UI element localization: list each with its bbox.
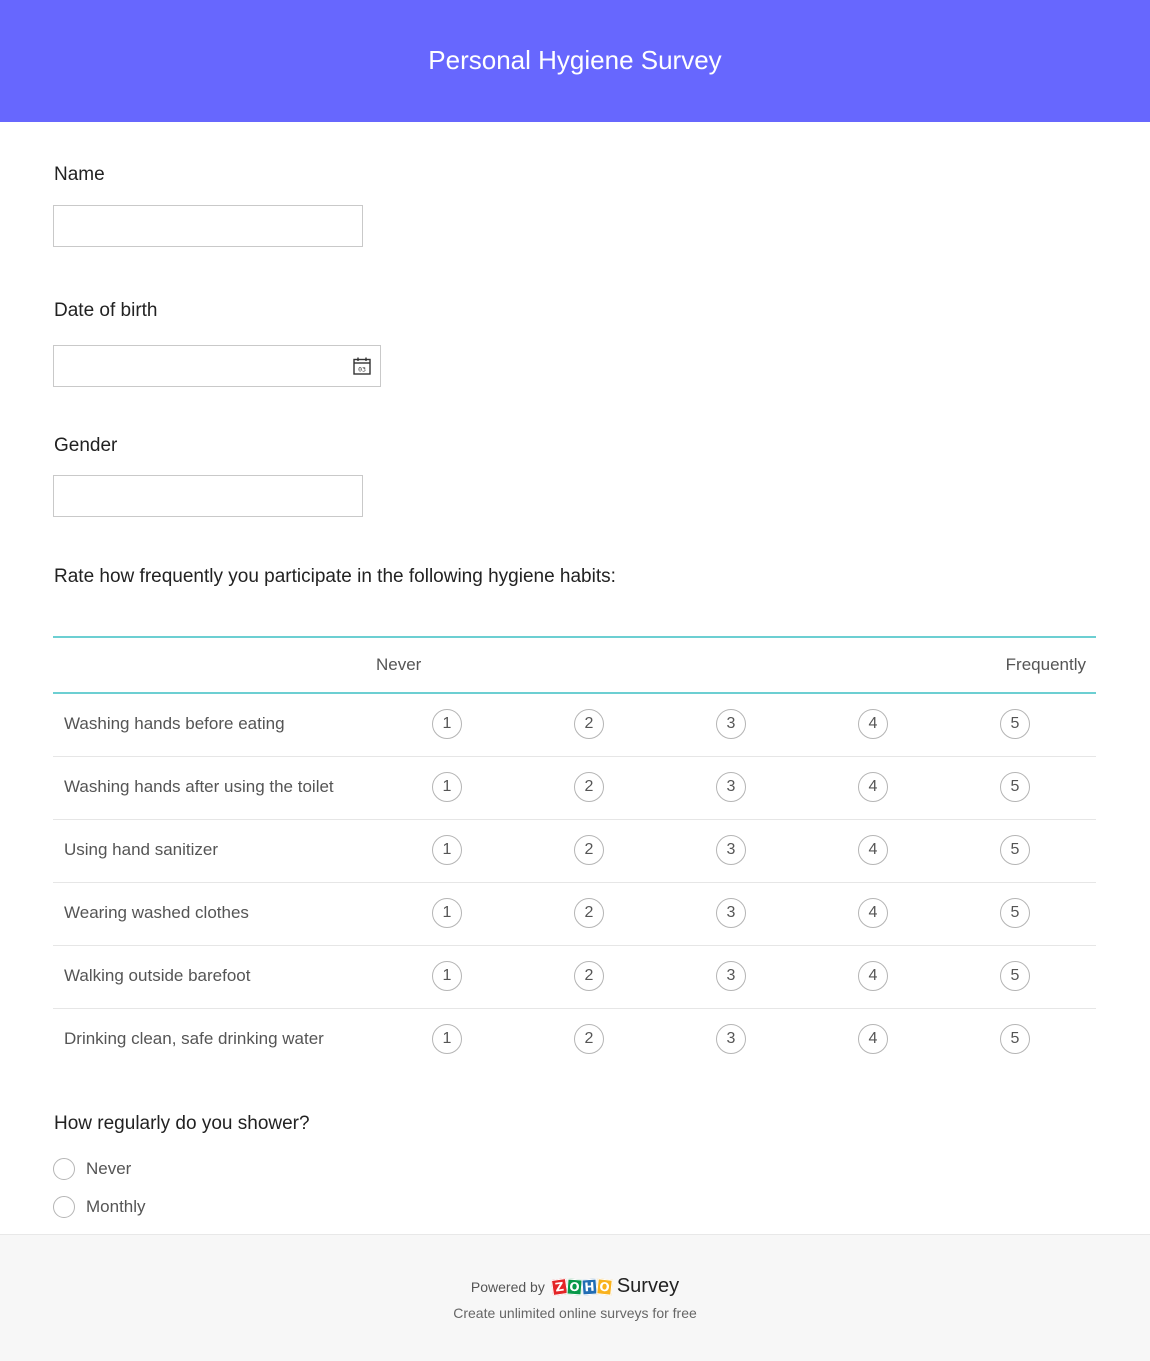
gender-label: Gender bbox=[54, 435, 118, 456]
calendar-icon-day: 03 bbox=[358, 365, 366, 374]
matrix-row bbox=[53, 820, 1096, 883]
rating-option-5[interactable]: 5 bbox=[1000, 835, 1030, 865]
rating-option-1[interactable]: 1 bbox=[432, 772, 462, 802]
rating-option-2[interactable]: 2 bbox=[574, 1024, 604, 1054]
dob-label: Date of birth bbox=[54, 300, 158, 321]
rating-option-3[interactable]: 3 bbox=[716, 709, 746, 739]
matrix-row-label: Washing hands before eating bbox=[64, 714, 285, 733]
survey-header bbox=[0, 0, 1150, 122]
calendar-icon[interactable] bbox=[353, 357, 371, 375]
rating-option-1[interactable]: 1 bbox=[432, 835, 462, 865]
rating-option-3[interactable]: 3 bbox=[716, 898, 746, 928]
radio-button[interactable] bbox=[53, 1158, 75, 1180]
name-label: Name bbox=[54, 164, 105, 185]
rating-option-2[interactable]: 2 bbox=[574, 961, 604, 991]
matrix-row-label: Walking outside barefoot bbox=[64, 966, 251, 985]
shower-question: How regularly do you shower? bbox=[54, 1113, 310, 1134]
matrix-row-label: Using hand sanitizer bbox=[64, 840, 219, 859]
radio-label: Never bbox=[86, 1159, 132, 1178]
rating-option-1[interactable]: 1 bbox=[432, 898, 462, 928]
rating-option-2[interactable]: 2 bbox=[574, 772, 604, 802]
matrix-row-label: Drinking clean, safe drinking water bbox=[64, 1029, 324, 1048]
rating-option-1[interactable]: 1 bbox=[432, 709, 462, 739]
matrix-row bbox=[53, 757, 1096, 820]
matrix-row bbox=[53, 694, 1096, 757]
matrix-row bbox=[53, 946, 1096, 1009]
product-name: Survey bbox=[616, 1275, 680, 1297]
rating-option-4[interactable]: 4 bbox=[858, 772, 888, 802]
matrix-rows bbox=[53, 694, 1096, 1071]
rating-option-4[interactable]: 4 bbox=[858, 898, 888, 928]
rating-option-1[interactable]: 1 bbox=[432, 1024, 462, 1054]
rating-option-5[interactable]: 5 bbox=[1000, 772, 1030, 802]
survey-title: Personal Hygiene Survey bbox=[428, 44, 722, 75]
scale-low-label: Never bbox=[376, 655, 422, 674]
rating-option-4[interactable]: 4 bbox=[858, 1024, 888, 1054]
rating-option-3[interactable]: 3 bbox=[716, 835, 746, 865]
matrix-row-label: Washing hands after using the toilet bbox=[64, 777, 334, 796]
rating-option-5[interactable]: 5 bbox=[1000, 709, 1030, 739]
matrix-header bbox=[53, 636, 1096, 694]
zoho-logo-letter: H bbox=[581, 1278, 597, 1295]
rating-matrix bbox=[53, 636, 1096, 1071]
rating-option-5[interactable]: 5 bbox=[1000, 898, 1030, 928]
gender-input[interactable] bbox=[53, 475, 363, 517]
rating-option-2[interactable]: 2 bbox=[574, 898, 604, 928]
rating-option-5[interactable]: 5 bbox=[1000, 1024, 1030, 1054]
footer-tagline[interactable]: Create unlimited online surveys for free bbox=[453, 1305, 697, 1321]
radio-option-never[interactable] bbox=[53, 1157, 131, 1181]
rating-option-4[interactable]: 4 bbox=[858, 961, 888, 991]
zoho-logo-letter: O bbox=[566, 1278, 582, 1295]
scale-high-label: Frequently bbox=[1005, 655, 1086, 674]
rating-option-3[interactable]: 3 bbox=[716, 961, 746, 991]
survey-body bbox=[0, 122, 1150, 1234]
matrix-row bbox=[53, 883, 1096, 946]
radio-label: Monthly bbox=[86, 1197, 146, 1216]
matrix-row bbox=[53, 1009, 1096, 1071]
rating-option-2[interactable]: 2 bbox=[574, 835, 604, 865]
rating-option-3[interactable]: 3 bbox=[716, 1024, 746, 1054]
dob-input[interactable] bbox=[53, 345, 381, 387]
footer bbox=[0, 1234, 1150, 1361]
zoho-logo-letter: O bbox=[596, 1278, 613, 1295]
radio-button[interactable] bbox=[53, 1196, 75, 1218]
name-input[interactable] bbox=[53, 205, 363, 247]
rating-option-1[interactable]: 1 bbox=[432, 961, 462, 991]
powered-by-text: Powered by bbox=[470, 1278, 545, 1295]
zoho-logo-letter: Z bbox=[551, 1278, 568, 1296]
rating-option-4[interactable]: 4 bbox=[858, 835, 888, 865]
matrix-row-label: Wearing washed clothes bbox=[64, 903, 249, 922]
rating-option-4[interactable]: 4 bbox=[858, 709, 888, 739]
radio-option-monthly[interactable] bbox=[53, 1195, 146, 1219]
rating-option-3[interactable]: 3 bbox=[716, 772, 746, 802]
zoho-logo[interactable] bbox=[552, 1279, 612, 1295]
powered-by[interactable] bbox=[0, 1275, 1150, 1298]
rating-option-2[interactable]: 2 bbox=[574, 709, 604, 739]
rating-option-5[interactable]: 5 bbox=[1000, 961, 1030, 991]
matrix-question: Rate how frequently you participate in the following hygiene habits: bbox=[54, 566, 616, 587]
